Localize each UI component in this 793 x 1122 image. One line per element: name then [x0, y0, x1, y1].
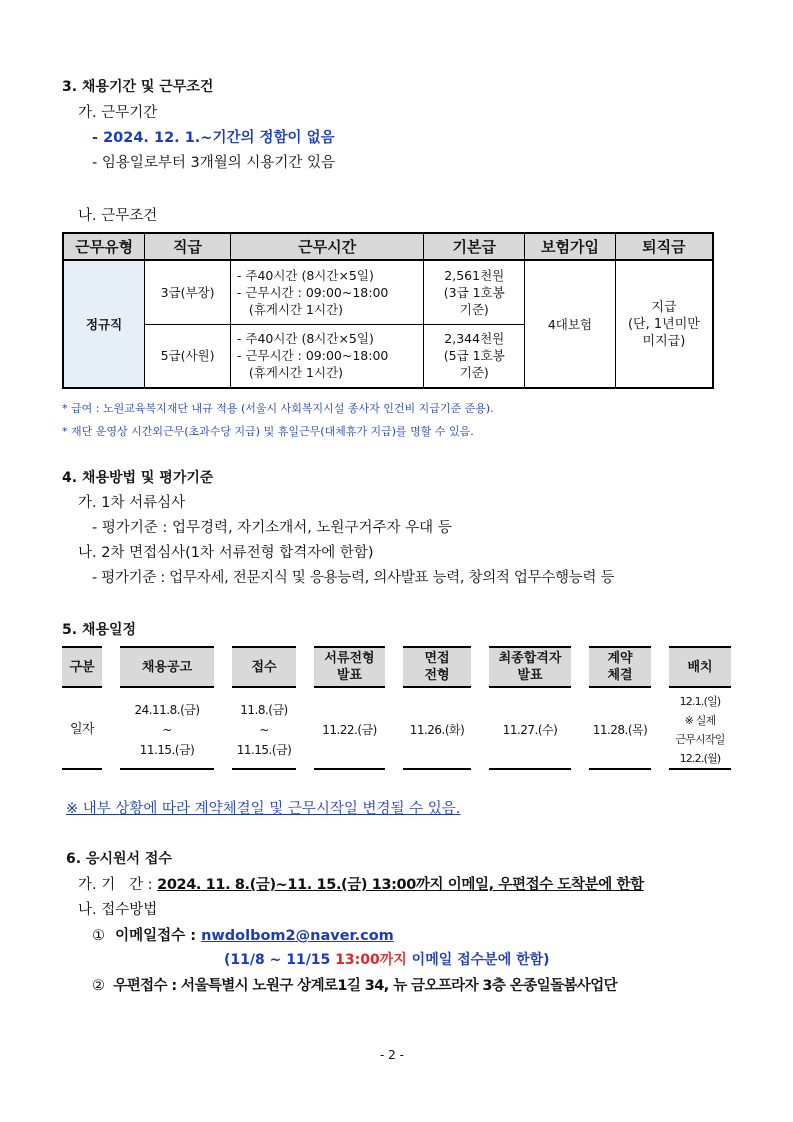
application-period: [78, 873, 644, 894]
work-conditions-table: [62, 232, 714, 389]
salary-note: * 급여 : 노원교육복지재단 내규 적용 (서울시 사회복지시설 종사자 인건비 지급기준 준용).: [62, 402, 494, 415]
schedule-header: 접수: [232, 646, 296, 688]
schedule-header: 배치: [669, 646, 731, 688]
severance-cell: 지급 (단, 1년미만 미지급): [615, 260, 713, 388]
hours-cell: - 주40시간 (8시간×5일) - 근무시간 : 09:00~18:00 (휴게시간 1시간): [230, 324, 424, 388]
section4-title: 4. 채용방법 및 평가기준: [62, 470, 214, 486]
post-application: ② 우편접수 : 서울특별시 노원구 상계로1길 34, 뉴 금오프라자 3층 온종일돌봄사업단: [92, 978, 618, 994]
header-severance: 퇴직금: [615, 233, 713, 260]
schedule-header: 계약 체결: [589, 646, 651, 688]
schedule-table: [0, 646, 793, 776]
second-screening: 나. 2차 면접심사(1차 서류전형 합격자에 한함): [78, 545, 374, 561]
schedule-notice: ※ 내부 상황에 따라 계약체결일 및 근무시작일 변경될 수 있음.: [66, 801, 461, 817]
header-work-type: 근무유형: [63, 233, 145, 260]
insurance-cell: 4대보험: [525, 260, 616, 388]
schedule-final-result: 11.27.(수): [489, 692, 571, 770]
schedule-header: 면접 전형: [403, 646, 471, 688]
work-type-cell: 정규직: [63, 260, 145, 388]
second-criteria: - 평가기준 : 업무자세, 전문지식 및 응용능력, 의사발표 능력, 창의적 업무수행능력 등: [92, 570, 615, 586]
section3-title: 3. 채용기간 및 근무조건: [62, 79, 214, 95]
grade-cell: 3급(부장): [145, 260, 231, 324]
work-period-label: 가. 근무기간: [78, 105, 158, 121]
application-method: 나. 접수방법: [78, 902, 158, 918]
schedule-placement: 12.1.(일) ※ 실제 근무시작일 12.2.(월): [669, 692, 731, 770]
schedule-receipt: 11.8.(금) ~ 11.15.(금): [232, 692, 296, 770]
period-value: 2024. 11. 8.(금)~11. 15.(금) 13:00까지 이메일, 우편접수 도착분에 한함: [157, 877, 644, 893]
period-label: 가. 기 간 :: [78, 877, 153, 893]
work-period-1: - 2024. 12. 1.~기간의 정함이 없음: [92, 130, 335, 146]
email-note: (11/8 ~ 11/15 13:00까지 이메일 접수분에 한함): [224, 952, 550, 968]
grade-cell: 5급(사원): [145, 324, 231, 388]
schedule-contract: 11.28.(목): [589, 692, 651, 770]
table-row: [63, 260, 713, 324]
pay-cell: 2,344천원 (5급 1호봉 기준): [424, 324, 525, 388]
hours-cell: - 주40시간 (8시간×5일) - 근무시간 : 09:00~18:00 (휴게시간 1시간): [230, 260, 424, 324]
overtime-note: * 재단 운영상 시간외근무(초과수당 지급) 및 휴일근무(대체휴가 지급)를 명할 수 있음.: [62, 425, 474, 438]
pay-cell: 2,561천원 (3급 1호봉 기준): [424, 260, 525, 324]
header-hours: 근무시간: [230, 233, 424, 260]
schedule-announce: 24.11.8.(금) ~ 11.15.(금): [120, 692, 214, 770]
schedule-header: 채용공고: [120, 646, 214, 688]
email-link[interactable]: nwdolbom2@naver.com: [201, 928, 394, 944]
schedule-header: 서류전형 발표: [314, 646, 385, 688]
header-insurance: 보험가입: [525, 233, 616, 260]
section6-title: 6. 응시원서 접수: [66, 851, 172, 867]
schedule-header: 구분: [62, 646, 102, 688]
schedule-header: 최종합격자 발표: [489, 646, 571, 688]
work-period-2: - 임용일로부터 3개월의 시용기간 있음: [92, 155, 335, 171]
first-criteria: - 평가기준 : 업무경력, 자기소개서, 노원구거주자 우대 등: [92, 520, 452, 536]
email-application: ① 이메일접수 : nwdolbom2@naver.com: [92, 928, 394, 944]
schedule-interview: 11.26.(화): [403, 692, 471, 770]
schedule-row-label: 일자: [62, 692, 102, 770]
first-screening: 가. 1차 서류심사: [78, 495, 186, 511]
section5-title: 5. 채용일정: [62, 622, 137, 638]
page-number: - 2 -: [380, 1048, 404, 1062]
header-base-pay: 기본급: [424, 233, 525, 260]
header-grade: 직급: [145, 233, 231, 260]
schedule-doc-result: 11.22.(금): [314, 692, 385, 770]
work-conditions-label: 나. 근무조건: [78, 208, 158, 224]
